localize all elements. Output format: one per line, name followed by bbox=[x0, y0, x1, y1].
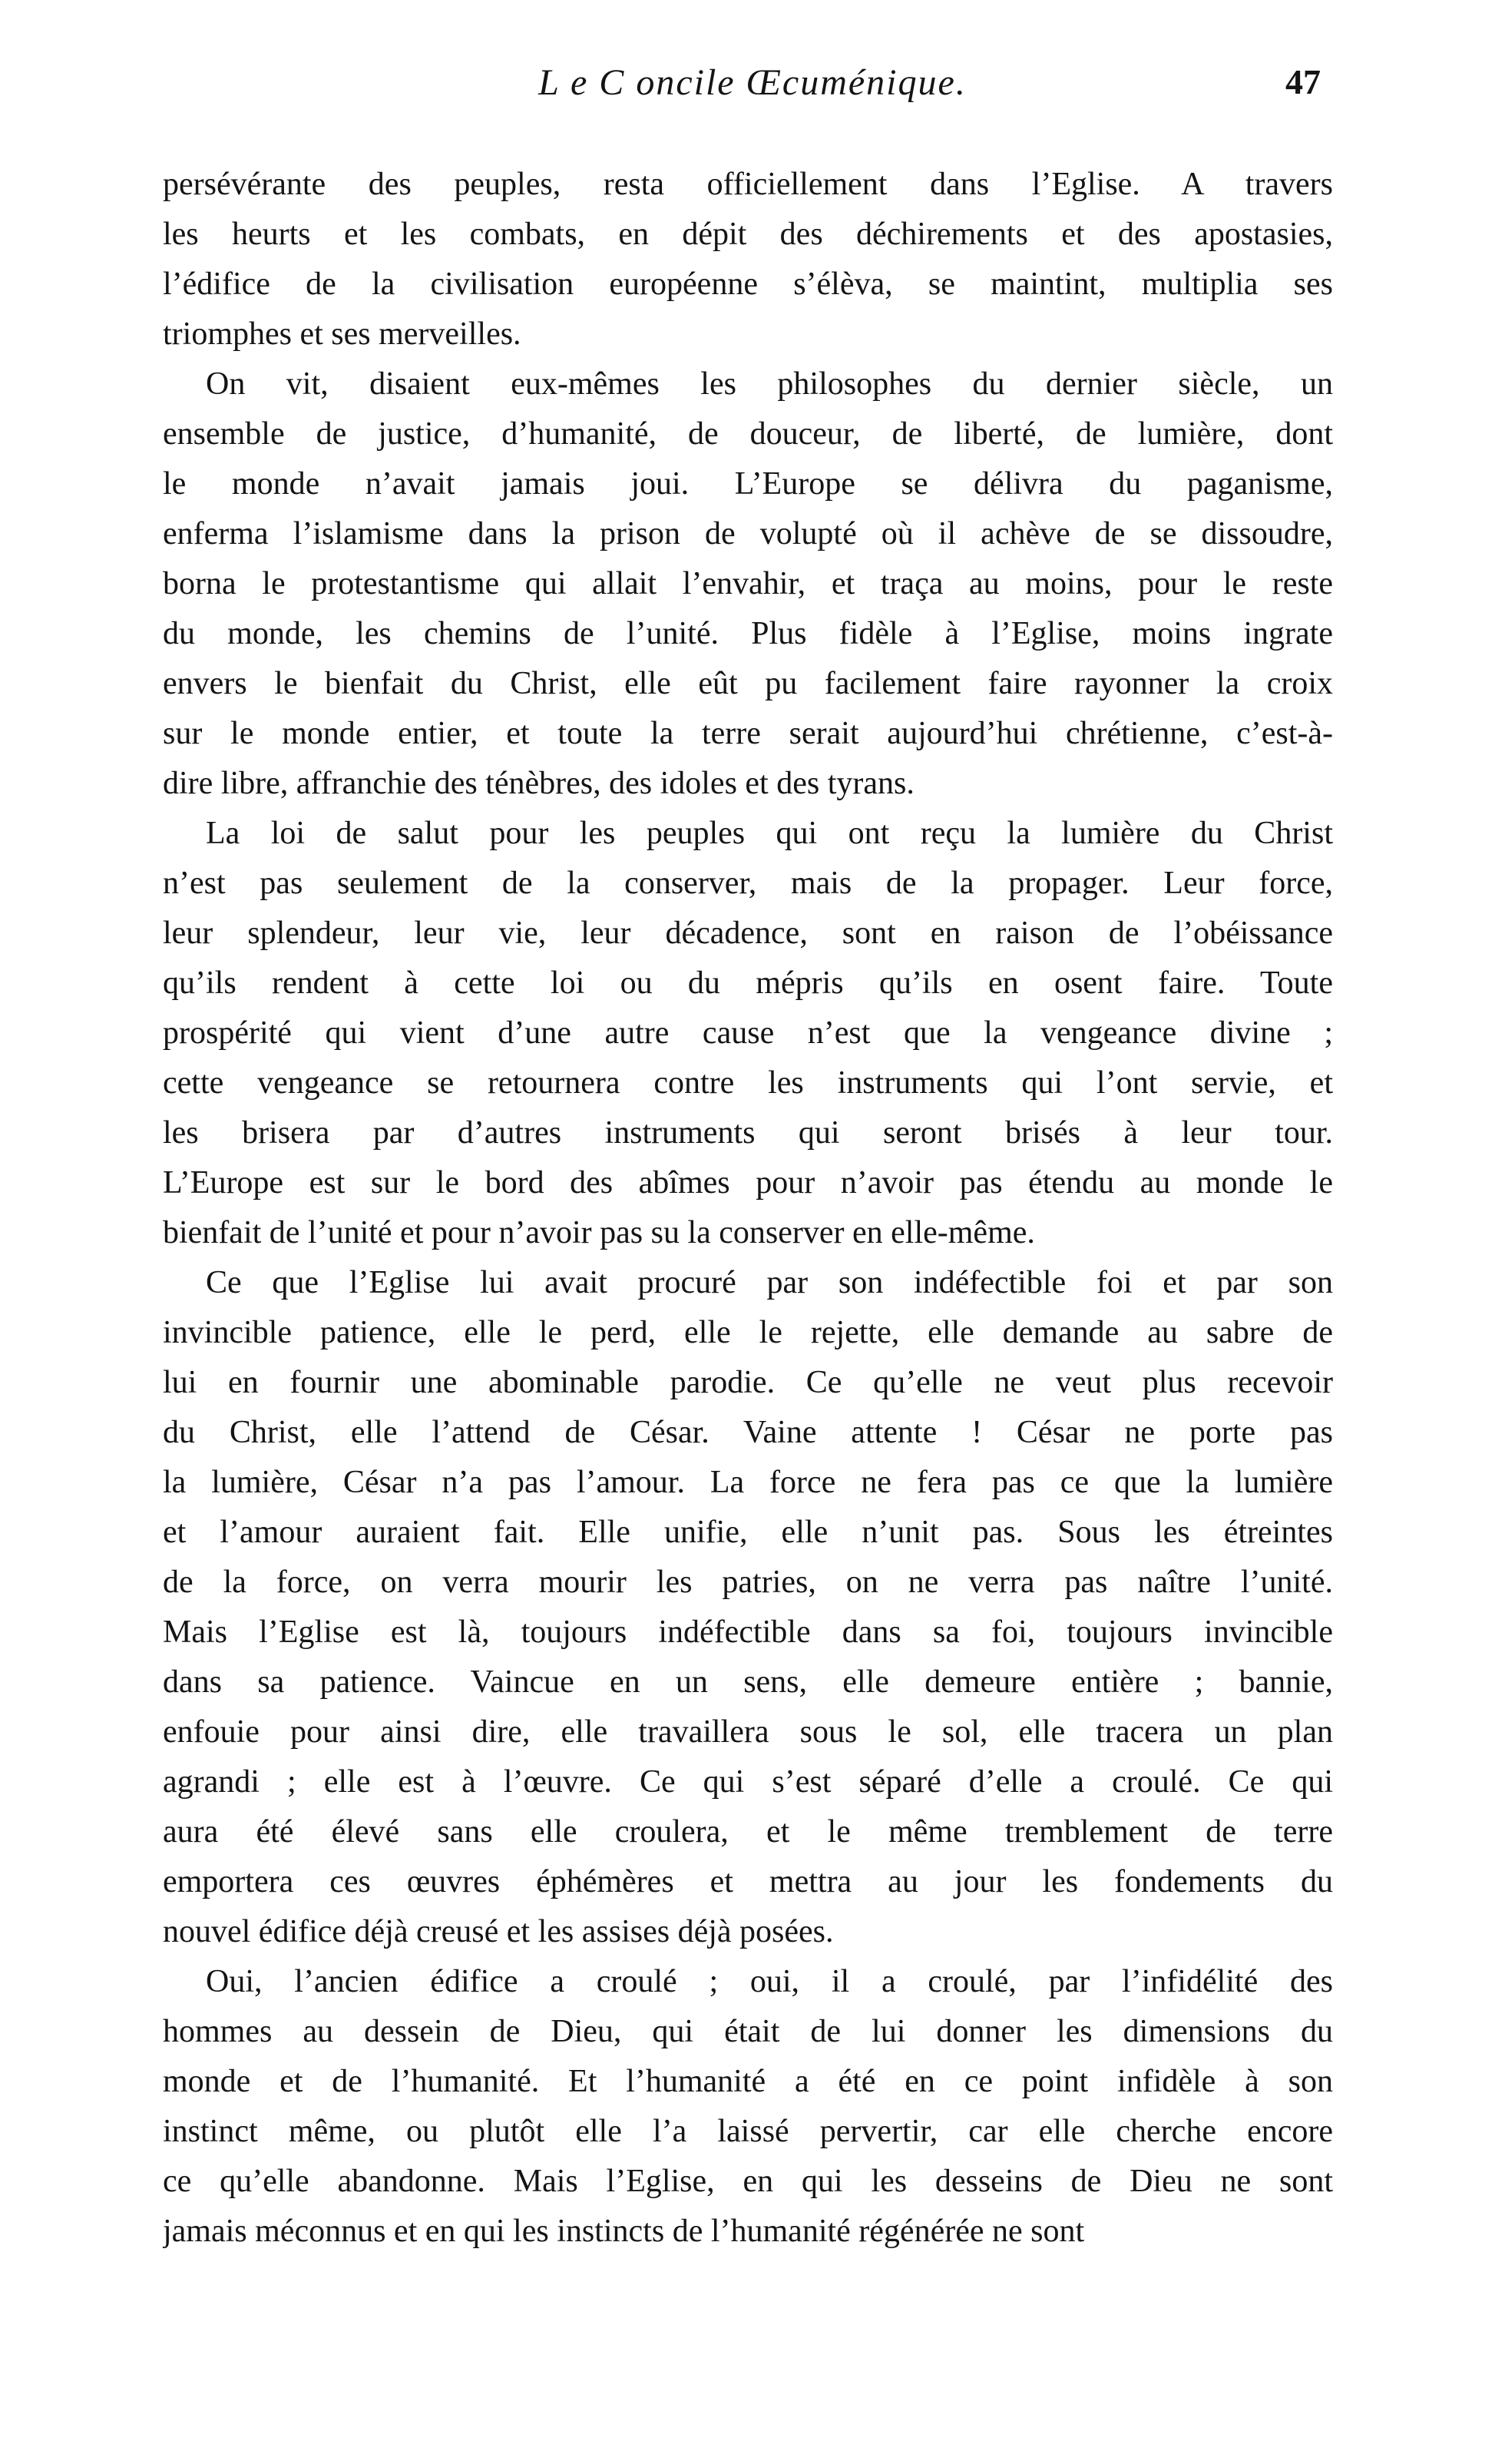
text-line: jamais méconnus et en qui les instincts de l’humanité régénérée ne sont bbox=[163, 2214, 1085, 2249]
text-line: dans sa patience. Vaincue en un sens, elle demeure entière ; bannie, bbox=[163, 1664, 1333, 1700]
text-line: invincible patience, elle le perd, elle le rejette, elle demande au sabre de bbox=[163, 1315, 1333, 1350]
text-line: n’est pas seulement de la conserver, mais de la propager. Leur force, bbox=[163, 866, 1333, 901]
body-text bbox=[163, 160, 1333, 2257]
text-line: monde et de l’humanité. Et l’humanité a été en ce point infidèle à son bbox=[163, 2064, 1333, 2099]
text-line: bienfait de l’unité et pour n’avoir pas su la conserver en elle-même. bbox=[163, 1215, 1035, 1250]
paragraph bbox=[163, 809, 1333, 1258]
text-line: aura été élevé sans elle croulera, et le même tremblement de terre bbox=[163, 1814, 1333, 1850]
paragraph bbox=[163, 1957, 1333, 2257]
paragraph bbox=[163, 359, 1333, 809]
text-line: les heurts et les combats, en dépit des déchirements et des apostasies, bbox=[163, 217, 1333, 252]
text-line: la lumière, César n’a pas l’amour. La force ne fera pas ce que la lumière bbox=[163, 1465, 1333, 1500]
running-title: L e C oncile Œcuménique. bbox=[538, 62, 967, 103]
text-line: cette vengeance se retournera contre les instruments qui l’ont servie, et bbox=[163, 1065, 1333, 1101]
text-line: dire libre, affranchie des ténèbres, des idoles et des tyrans. bbox=[163, 766, 915, 801]
text-line: enferma l’islamisme dans la prison de volupté où il achève de se dissoudre, bbox=[163, 516, 1333, 551]
text-line: On vit, disaient eux-mêmes les philosophes du dernier siècle, un bbox=[206, 366, 1333, 402]
text-line: triomphes et ses merveilles. bbox=[163, 316, 521, 352]
text-line: ce qu’elle abandonne. Mais l’Eglise, en qui les desseins de Dieu ne sont bbox=[163, 2164, 1333, 2199]
text-line: nouvel édifice déjà creusé et les assises déjà posées. bbox=[163, 1914, 834, 1949]
text-line: hommes au dessein de Dieu, qui était de lui donner les dimensions du bbox=[163, 2014, 1333, 2049]
text-line: lui en fournir une abominable parodie. Ce qu’elle ne veut plus recevoir bbox=[163, 1365, 1333, 1400]
text-line: leur splendeur, leur vie, leur décadence, sont en raison de l’obéissance bbox=[163, 916, 1333, 951]
running-head bbox=[169, 61, 1336, 123]
page-number: 47 bbox=[1285, 62, 1321, 101]
text-line: de la force, on verra mourir les patries, on ne verra pas naître l’unité. bbox=[163, 1565, 1333, 1600]
text-line: qu’ils rendent à cette loi ou du mépris qu’ils en osent faire. Toute bbox=[163, 965, 1333, 1001]
text-line: les brisera par d’autres instruments qui seront brisés à leur tour. bbox=[163, 1115, 1333, 1151]
text-line: instinct même, ou plutôt elle l’a laissé pervertir, car elle cherche encore bbox=[163, 2114, 1333, 2149]
paragraph bbox=[163, 160, 1333, 359]
text-line: du monde, les chemins de l’unité. Plus fidèle à l’Eglise, moins ingrate bbox=[163, 616, 1333, 651]
text-line: Oui, l’ancien édifice a croulé ; oui, il a croulé, par l’infidélité des bbox=[206, 1964, 1333, 1999]
text-line: La loi de salut pour les peuples qui ont reçu la lumière du Christ bbox=[206, 816, 1333, 851]
text-line: emportera ces œuvres éphémères et mettra au jour les fondements du bbox=[163, 1864, 1333, 1899]
text-line: Mais l’Eglise est là, toujours indéfectible dans sa foi, toujours invincible bbox=[163, 1615, 1333, 1650]
text-line: borna le protestantisme qui allait l’envahir, et traça au moins, pour le reste bbox=[163, 566, 1333, 601]
text-line: Ce que l’Eglise lui avait procuré par son indéfectible foi et par son bbox=[206, 1265, 1333, 1300]
text-line: enfouie pour ainsi dire, elle travaillera sous le sol, elle tracera un plan bbox=[163, 1714, 1333, 1750]
paragraph bbox=[163, 1258, 1333, 1957]
text-line: du Christ, elle l’attend de César. Vaine attente ! César ne porte pas bbox=[163, 1415, 1333, 1450]
text-line: persévérante des peuples, resta officiellement dans l’Eglise. A travers bbox=[163, 167, 1333, 202]
text-line: L’Europe est sur le bord des abîmes pour n’avoir pas étendu au monde le bbox=[163, 1165, 1333, 1201]
text-line: le monde n’avait jamais joui. L’Europe se délivra du paganisme, bbox=[163, 466, 1333, 502]
text-line: ensemble de justice, d’humanité, de douceur, de liberté, de lumière, dont bbox=[163, 416, 1333, 452]
text-line: et l’amour auraient fait. Elle unifie, elle n’unit pas. Sous les étreintes bbox=[163, 1515, 1333, 1550]
text-line: agrandi ; elle est à l’œuvre. Ce qui s’est séparé d’elle a croulé. Ce qui bbox=[163, 1764, 1333, 1800]
text-line: sur le monde entier, et toute la terre serait aujourd’hui chrétienne, c’est-à- bbox=[163, 716, 1333, 751]
text-line: prospérité qui vient d’une autre cause n’est que la vengeance divine ; bbox=[163, 1015, 1333, 1051]
text-line: l’édifice de la civilisation européenne s’élèva, se maintint, multiplia ses bbox=[163, 267, 1333, 302]
text-line: envers le bienfait du Christ, elle eût pu facilement faire rayonner la croix bbox=[163, 666, 1333, 701]
